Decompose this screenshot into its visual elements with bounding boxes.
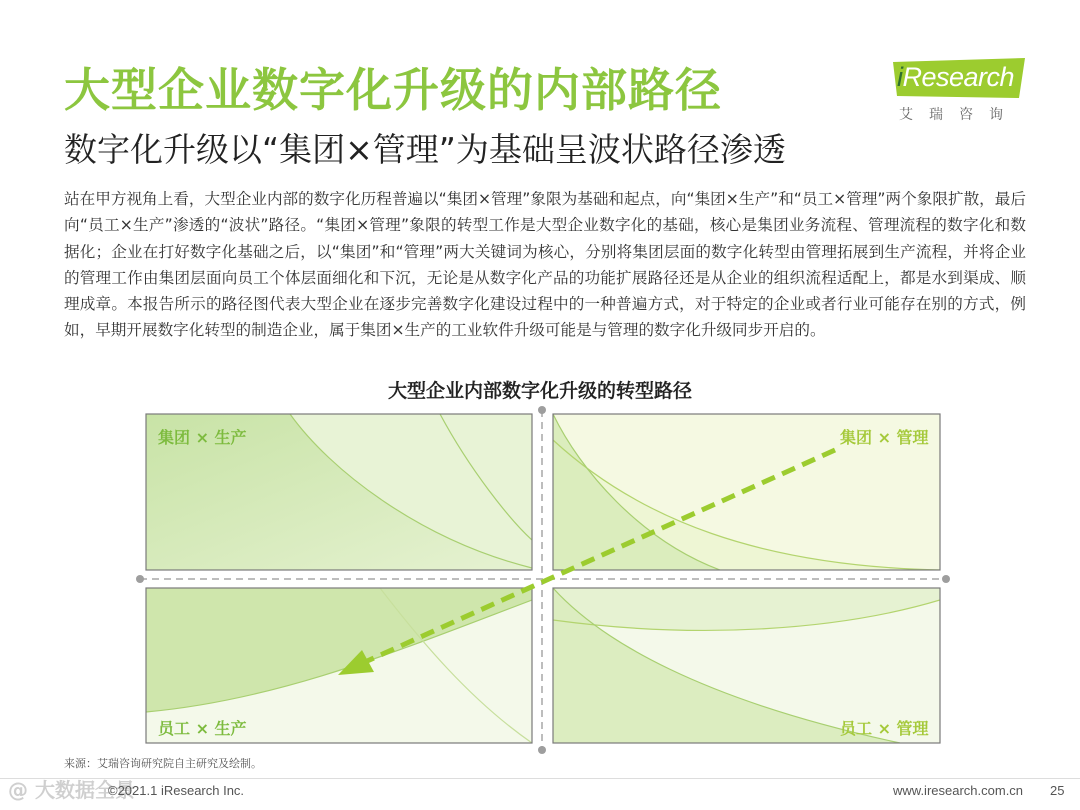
copyright: ©2021.1 iResearch Inc. — [108, 783, 245, 798]
quadrant-label-top-right: 集团 × 管理 — [840, 428, 929, 447]
axis-dot-left — [136, 575, 144, 583]
logo-subtitle: 艾瑞咨询 — [899, 107, 1019, 123]
quadrant-label-bottom-right: 员工 × 管理 — [840, 719, 929, 738]
page-number: 25 — [1050, 783, 1065, 798]
page-title: 大型企业数字化升级的内部路径 — [64, 63, 722, 117]
quadrant-label-bottom-left: 员工 × 生产 — [158, 719, 247, 738]
body-paragraph: 站在甲方视角上看，大型企业内部的数字化历程普遍以“集团×管理”象限为基础和起点，向“集团×生产”和“员工×管理”两个象限扩散，最后向“员工×生产”渗透的“波状”路径。“集团×管理”象限的转型工作是大型企业数字化的基础，核心是集团业务流程、管理流程的数字化和数据化；企业在打好数字化基础之后，以“集团”和“管理”两大关键词为核心，分别将集团层面的数字化转型由管理拓展到生产流程，并将企业的管理工作由集团层面向员工个体层面细化和下沉，无论是从数字化产品的功能扩展路径还是从企业的组织流程适配上，都是水到渠成、顺理成章。本报告所示的路径图代表大型企业在逐步完善数字化建设过程中的一种普遍方式，对于特定的企业或者行业可能存在别的方式，例如，早期开展数字化转型的制造企业，属于集团×生产的工业软件升级可能是与管理的数字化升级同步开启的。 — [64, 190, 1026, 340]
source-note: 来源：艾瑞咨询研究院自主研究及绘制。 — [64, 757, 262, 770]
quadrant-label-top-left: 集团 × 生产 — [158, 428, 247, 447]
axis-dot-top — [538, 406, 546, 414]
watermark: @ 大数据全景 — [8, 778, 135, 802]
axis-dot-bottom — [538, 746, 546, 754]
logo-research: Research — [902, 62, 1015, 92]
axis-dot-right — [942, 575, 950, 583]
footer-divider — [0, 778, 1080, 779]
logo-i: i — [897, 62, 903, 92]
page-subtitle: 数字化升级以“集团×管理”为基础呈波状路径渗透 — [64, 130, 786, 169]
website-link[interactable]: www.iresearch.com.cn — [893, 783, 1024, 798]
diagram-title: 大型企业内部数字化升级的转型路径 — [387, 380, 692, 402]
